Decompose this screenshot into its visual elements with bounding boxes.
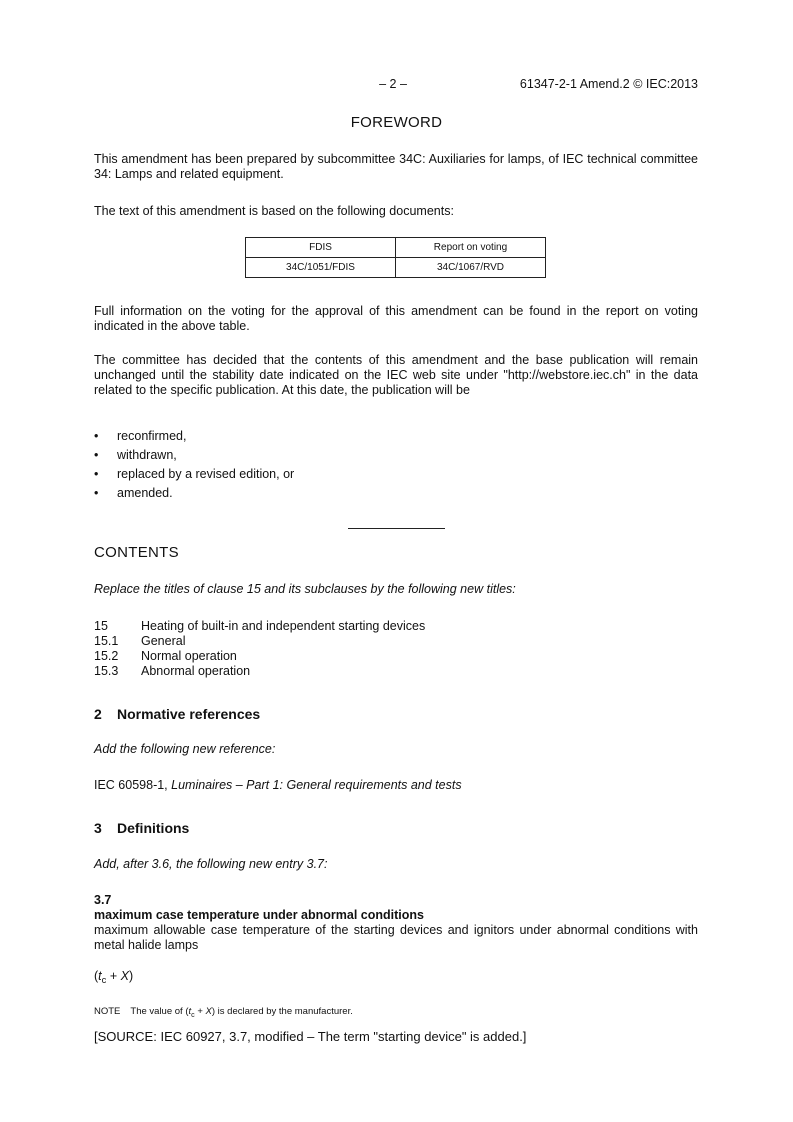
table-cell: 34C/1067/RVD xyxy=(396,258,546,278)
bullet-icon: • xyxy=(94,448,99,462)
list-item: • reconfirmed, xyxy=(94,429,187,443)
contents-title: CONTENTS xyxy=(94,544,179,561)
foreword-title: FOREWORD xyxy=(350,114,443,131)
contents-instruction: Replace the titles of clause 15 and its subclauses by the following new titles: xyxy=(94,582,516,596)
publication-status-list xyxy=(94,429,698,505)
definition-text: maximum allowable case temperature of the starting devices and ignitors under abnormal conditions with metal halide lamps xyxy=(94,923,698,952)
contents-list xyxy=(94,619,698,679)
foreword-paragraph-4: The committee has decided that the contents of this amendment and the base publication will remain unchanged until the stability date indicated on the IEC web site under "http://webstore.iec.ch" in the data related to the specific publication. At this date, the publication will be xyxy=(94,353,698,397)
list-item: 15.2 Normal operation xyxy=(94,649,237,663)
table-cell: 34C/1051/FDIS xyxy=(246,258,396,278)
normative-references-heading: 2 Normative references xyxy=(94,706,261,722)
table-row xyxy=(246,258,546,278)
bullet-icon: • xyxy=(94,429,99,443)
definition-term: maximum case temperature under abnormal conditions xyxy=(94,908,424,922)
foreword-paragraph-3: Full information on the voting for the approval of this amendment can be found in the report on voting indicated in the above table. xyxy=(94,304,698,333)
definition-note: NOTE The value of $(t_c + X)$ is declared by the manufacturer. xyxy=(94,1006,353,1019)
definitions-heading: 3 Definitions xyxy=(94,820,190,836)
bullet-icon: • xyxy=(94,486,99,500)
table-header-cell: Report on voting xyxy=(396,238,546,258)
definitions-instruction: Add, after 3.6, the following new entry 3.7: xyxy=(94,857,328,871)
definition-entry-number: 3.7 xyxy=(94,893,112,907)
bullet-icon: • xyxy=(94,467,99,481)
list-item: 15.3 Abnormal operation xyxy=(94,664,251,678)
table-header-cell: FDIS xyxy=(246,238,396,258)
normative-reference: IEC 60598-1, Luminaires – Part 1: General requirements and tests xyxy=(94,778,462,792)
list-item: • replaced by a revised edition, or xyxy=(94,467,295,481)
voting-documents-table xyxy=(245,237,546,278)
foreword-paragraph-2: The text of this amendment is based on the following documents: xyxy=(94,204,454,218)
definition-symbol: $(t_c + X)$ xyxy=(94,969,134,985)
list-item: 15 Heating of built-in and independent starting devices xyxy=(94,619,426,633)
page-number: – 2 – xyxy=(379,77,407,91)
table-header-row xyxy=(246,238,546,258)
list-item: 15.1 General xyxy=(94,634,186,648)
definition-source: [SOURCE: IEC 60927, 3.7, modified – The term "starting device" is added.] xyxy=(94,1029,527,1044)
list-item: • withdrawn, xyxy=(94,448,177,462)
normative-instruction: Add the following new reference: xyxy=(94,742,276,756)
document-reference: 61347-2-1 Amend.2 © IEC:2013 xyxy=(519,77,698,91)
foreword-paragraph-1: This amendment has been prepared by subcommittee 34C: Auxiliaries for lamps, of IEC technical committee 34: Lamps and related equipment. xyxy=(94,152,698,181)
list-item: • amended. xyxy=(94,486,173,500)
section-divider xyxy=(348,528,445,529)
